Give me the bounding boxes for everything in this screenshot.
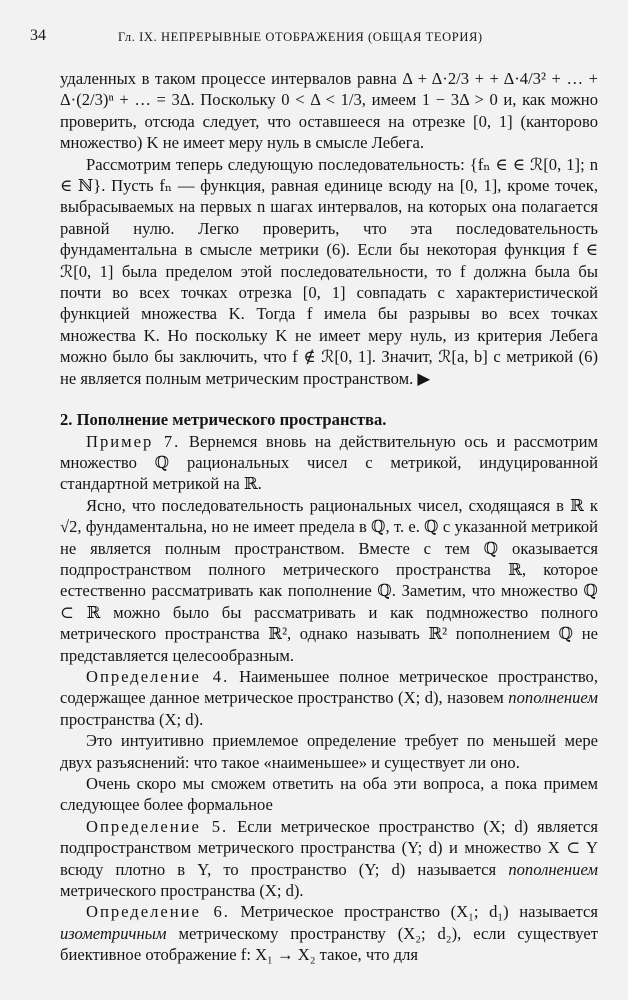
definition-6 [60, 901, 598, 965]
definition-text: метрического пространства (X; d). [60, 881, 304, 901]
definition-label: Определение 4. [86, 666, 230, 686]
definition-4 [60, 666, 598, 730]
example-7 [60, 431, 598, 495]
paragraph-remark: Это интуитивно приемлемое определение требует по меньшей мере двух разъяснений: что такое «наименьшее» и существует ли оно. [60, 731, 598, 772]
example-label: Пример 7. [86, 431, 181, 451]
definition-text: Метрическое пространство (X₁; d₁) называется [240, 902, 599, 922]
definition-term: изометричным [60, 923, 167, 943]
definition-term: пополнением [508, 688, 598, 708]
page-number: 34 [30, 27, 46, 44]
paragraph-continuation: удаленных в таком процессе интервалов равна Δ + Δ·2/3 + + Δ·4/3² + … + Δ·(2/3)ⁿ + … = 3Δ. Поскольку 0 < Δ < 1/3, имеем 1 − 3Δ > 0 и, как можно проверить, отсюда следует, что оставшееся на отрезке [0, 1] (канторово множество) K не имеет меру нуль в смысле Лебега. [60, 69, 598, 153]
section-gap [60, 389, 598, 409]
section-title: 2. Пополнение метрического пространства. [60, 410, 387, 430]
definition-term: пополнением [508, 859, 598, 879]
definition-text: Наименьшее полное метрическое пространство, содержащее данное метрическое пространство (X; d), назовем [60, 666, 598, 708]
running-header [30, 27, 598, 49]
definition-text: метрическому пространству (X₂; d₂), если существует биективное отображение f: X₁ → X₂ такое, что для [60, 923, 598, 965]
definition-5 [60, 816, 598, 902]
definition-label: Определение 6. [86, 902, 230, 922]
paragraph-rationals: Ясно, что последовательность рациональных чисел, сходящаяся в ℝ к √2, фундаментальна, но не имеет предела в ℚ, т. е. ℚ с указанной метрикой не является полным пространством. Вместе с тем ℚ оказывается подпространством полного метрического пространства ℝ, которое естественно рассматривать как пополнение ℚ. Заметим, что множество ℚ ⊂ ℝ можно было бы рассматривать и как подмножество полного метрического пространства ℝ², однако называть ℝ² пополнением ℚ не представляется целесообразным. [60, 495, 598, 665]
example-text: Вернемся вновь на действительную ось и рассмотрим множество ℚ рациональных чисел с метрикой, индуцированной стандартной метрикой на ℝ. [60, 431, 599, 494]
definition-text: пространства (X; d). [60, 709, 204, 729]
running-title: Гл. IX. НЕПРЕРЫВНЫЕ ОТОБРАЖЕНИЯ (ОБЩАЯ ТЕОРИЯ) [118, 30, 483, 44]
definition-label: Определение 5. [86, 816, 229, 836]
definition-text: Если метрическое пространство (X; d) является подпространством метрического пространства (Y; d) и множество X ⊂ Y всюду плотно в Y, то пространство (Y; d) называется [60, 816, 599, 879]
paragraph-formal: Очень скоро мы сможем ответить на оба эти вопроса, а пока примем следующее более формальное [60, 774, 598, 815]
page-body [60, 68, 598, 966]
paragraph-sequence-example: Рассмотрим теперь следующую последовательность: {fₙ ∈ ∈ ℛ[0, 1]; n ∈ ℕ}. Пусть fₙ — функция, равная единице всюду на [0, 1], кроме точек, выбрасываемых на первых n шагах интервалов, на которых она полагается равной нулю. Легко проверить, что эта последовательность фундаментальна в смысле метрики (6). Если бы некоторая функция f ∈ ℛ[0, 1] была пределом этой последовательности, то f должна была бы почти во всех точках отрезка [0, 1] совпадать с характеристической функцией множества K. Тогда f имела бы разрывы во всех точках множества K. Но поскольку K не имеет меру нуль, из критерия Лебега можно было бы заключить, что f ∉ ℛ[0, 1]. Значит, ℛ[a, b] с метрикой (6) не является полным метрическим пространством. ▶ [60, 154, 598, 388]
